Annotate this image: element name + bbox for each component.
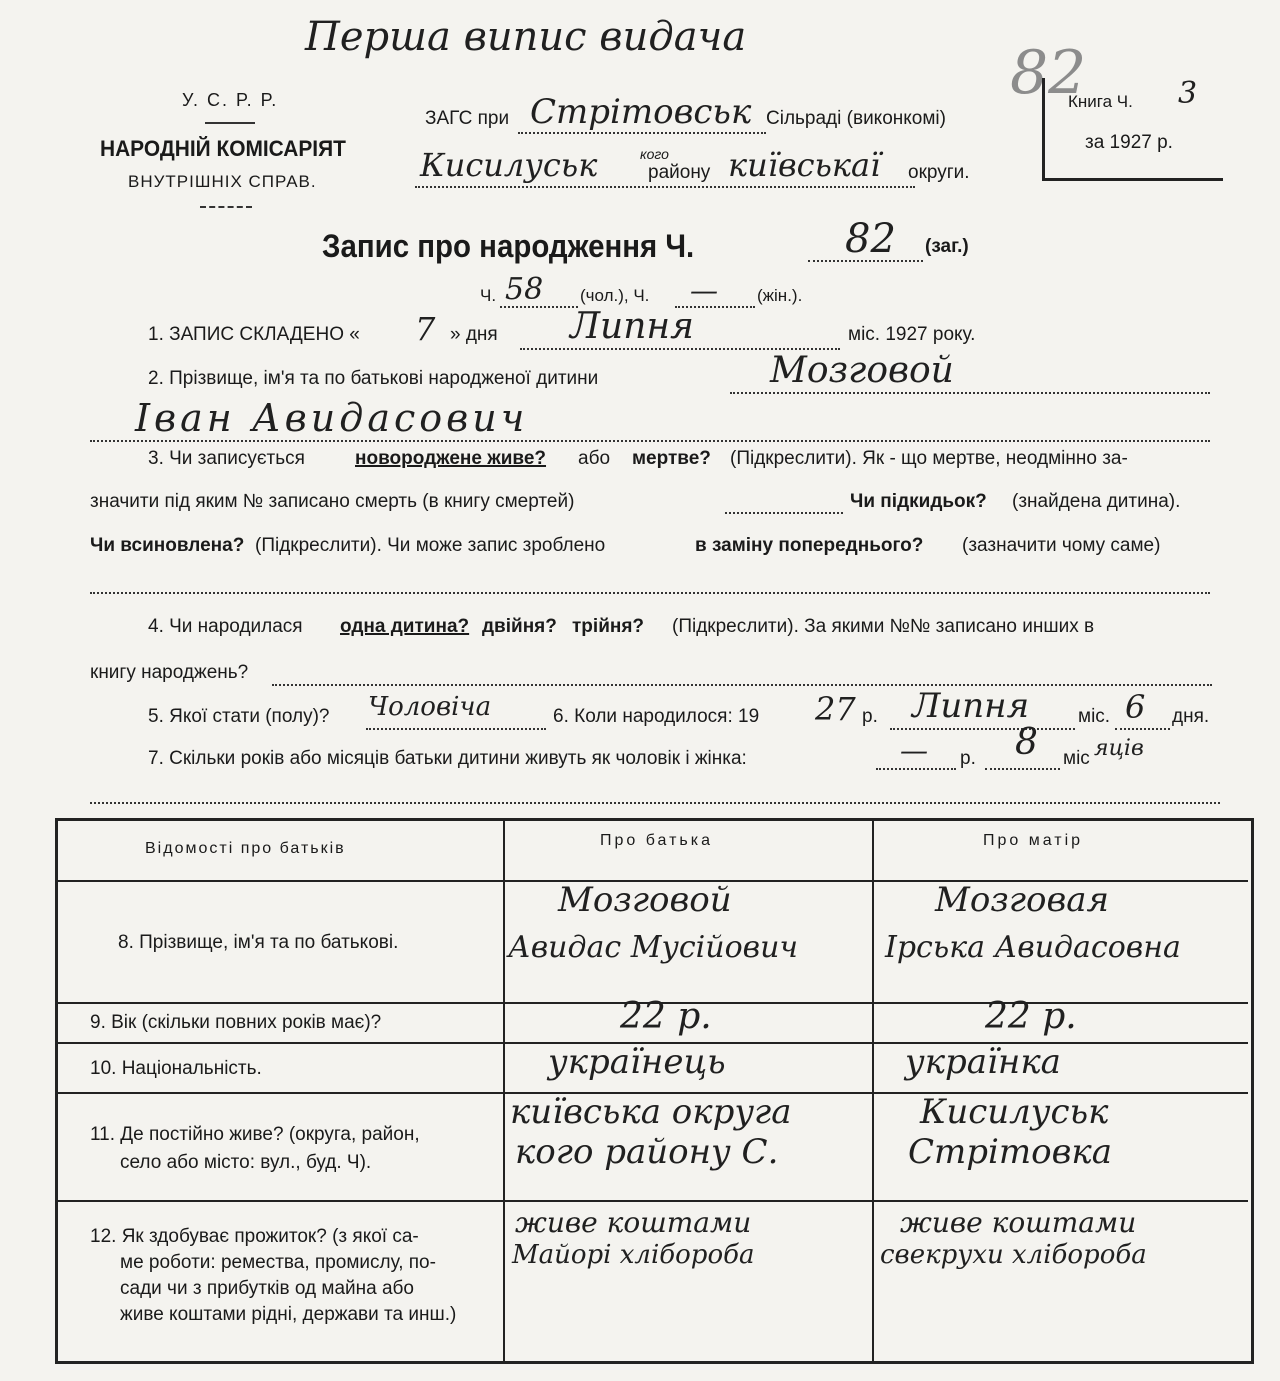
row12-label-3: сади чи з прибутків од майна або [120, 1278, 414, 1299]
item3-l2c: (знайдена дитина). [1012, 491, 1181, 512]
item7-mis-hw: яців [1094, 736, 1144, 761]
item5-text: 5. Якої стати (полу)? [148, 706, 330, 727]
table-header-father: Про батька [600, 832, 713, 849]
item3-dead: мертве? [632, 448, 711, 469]
item7-line [90, 802, 1220, 804]
zags-suffix: Сільраді (виконкомі) [766, 108, 946, 129]
header-commissariat: НАРОДНІЙ КОМІСАРІЯТ [100, 136, 346, 161]
row8-label: 8. Прізвище, ім'я та по батькові. [118, 932, 399, 953]
item6-month: Липня [912, 686, 1030, 726]
zags-prefix: ЗАГС при [425, 108, 510, 129]
item6-r: р. [862, 706, 878, 727]
item6-year: 27 [815, 690, 856, 728]
item3-adopted: Чи всиновлена? [90, 535, 245, 556]
handwritten-annotation: Перша випис видача [305, 14, 747, 60]
item6-text: 6. Коли народилося: 19 [553, 706, 760, 727]
item1-mid: » дня [450, 324, 498, 345]
zags-district: Кисилуськ [420, 146, 598, 184]
row11-label-1: 11. Де постійно живе? (округа, район, [90, 1124, 420, 1145]
father-livelihood-1: живе коштами [515, 1206, 752, 1239]
row12-label-2: ме роботи: ремества, промислу, по- [120, 1252, 436, 1273]
male-count: 58 [505, 272, 544, 307]
row12-label-1: 12. Як здобуває прожиток? (з якої са- [90, 1226, 419, 1247]
header-divider-2 [200, 206, 252, 208]
item5-sex: Чоловіча [368, 692, 492, 722]
header-divider-1 [205, 122, 255, 124]
zags-village-line [518, 132, 766, 134]
item3-death-no-line [725, 512, 843, 514]
item7-text: 7. Скільки років або місяців батьки дитини живуть як чоловік і жінка: [148, 748, 747, 769]
record-title: Запис про народження Ч. [322, 228, 695, 264]
table-row-divider-4 [58, 1200, 1248, 1202]
row10-label: 10. Національність. [90, 1058, 262, 1079]
row12-label-4: живе коштами рідні, держави та инш.) [120, 1304, 457, 1325]
item4-twins: двійня? [482, 616, 557, 637]
book-year: за 1927 р. [1085, 132, 1173, 153]
item1-month: Липня [570, 306, 694, 347]
item7-months: 8 [1015, 722, 1038, 763]
father-residence-1: київська округа [510, 1092, 792, 1132]
father-livelihood-2: Майорі хлібороба [512, 1240, 755, 1270]
item1-end: міс. 1927 року. [848, 324, 976, 345]
row11-label-2: село або місто: вул., буд. Ч). [120, 1152, 372, 1173]
child-name-line [90, 440, 1210, 442]
mother-residence-2: Стрітовка [908, 1132, 1112, 1172]
item2-text: 2. Прізвище, ім'я та по батькові народженої дитини [148, 368, 599, 389]
zags-district-line [415, 186, 915, 188]
item7-years-line [876, 768, 956, 770]
book-label: Книга Ч. [1068, 92, 1133, 111]
item3-l3d: (зазначити чому саме) [962, 535, 1161, 556]
male-count-line [500, 306, 578, 308]
table-header-mother: Про матір [983, 832, 1084, 849]
item3-l3b: (Підкреслити). Чи може запис зроблено [255, 535, 606, 556]
mother-name: Ірська Авидасовна [885, 930, 1181, 965]
item1-day: 7 [415, 310, 436, 348]
item3-reason-line [90, 592, 1210, 594]
father-age: 22 р. [620, 996, 712, 1037]
mother-livelihood-1: живе коштами [900, 1206, 1137, 1239]
item3-l1c: або [578, 448, 611, 469]
male-label: (чол.), Ч. [580, 286, 650, 305]
table-col-divider-1 [503, 818, 505, 1361]
item7-years: — [900, 734, 928, 767]
subtitle-prefix: Ч. [480, 286, 497, 305]
corner-record-number: 82 [1010, 38, 1087, 108]
mother-surname: Мозговая [935, 880, 1110, 920]
header-internal-affairs: ВНУТРІШНІХ СПРАВ. [128, 172, 317, 191]
zags-okruha: київськаї [728, 146, 881, 184]
item3-replacement: в заміну попереднього? [695, 535, 924, 556]
child-name: Іван Авидасович [135, 396, 529, 440]
record-number-line [808, 260, 923, 262]
record-number: 82 [845, 216, 896, 262]
item4-line [272, 684, 1212, 686]
item7-r: р. [960, 748, 976, 769]
table-col-divider-2 [872, 818, 874, 1361]
female-label: (жін.). [757, 286, 803, 305]
item4-l1e: (Підкреслити). За якими №№ записано инших в [672, 616, 1095, 637]
item6-dnya: дня. [1172, 706, 1210, 727]
item3-alive: новороджене живе? [355, 448, 547, 469]
father-residence-2: кого району С. [515, 1132, 779, 1172]
item3-l1e: (Підкреслити). Як - що мертве, неодмінно за- [730, 448, 1128, 469]
item3-l2a: значити під яким № записано смерть (в книгу смертей) [90, 491, 575, 512]
zags-okruha-label: округи. [908, 162, 970, 183]
mother-age: 22 р. [985, 996, 1077, 1037]
row9-label: 9. Вік (скільки повних років має)? [90, 1012, 382, 1033]
book-number: 3 [1178, 76, 1198, 111]
item7-mis: міс [1063, 748, 1090, 769]
mother-residence-1: Кисилуськ [920, 1092, 1109, 1132]
father-name: Авидас Мусійович [508, 930, 799, 965]
item6-day-line [1115, 728, 1170, 730]
father-nationality: українець [548, 1042, 726, 1082]
child-surname-line [730, 392, 1210, 394]
item1-text: 1. ЗАПИС СКЛАДЕНО « [148, 324, 360, 345]
record-title-suffix: (заг.) [925, 236, 969, 257]
child-surname: Мозговой [770, 350, 954, 391]
father-surname: Мозговой [558, 880, 732, 920]
header-ussr: У. С. Р. Р. [182, 90, 279, 110]
item6-day: 6 [1125, 688, 1146, 726]
item7-months-line [985, 768, 1060, 770]
item4-l2: книгу народжень? [90, 662, 249, 683]
zags-village: Стрітовськ [530, 92, 752, 132]
item6-month-line [890, 728, 1075, 730]
item3-l1a: 3. Чи записується [148, 448, 305, 469]
item4-single: одна дитина? [340, 616, 470, 637]
mother-livelihood-2: свекрухи хлібороба [880, 1240, 1147, 1270]
item6-mis: міс. [1078, 706, 1111, 727]
mother-nationality: українка [905, 1042, 1061, 1082]
zags-district-label: району [648, 162, 711, 183]
item3-foundling: Чи підкидьок? [850, 491, 987, 512]
female-count: — [690, 274, 718, 307]
item5-sex-line [366, 728, 546, 730]
table-header-info: Відомості про батьків [145, 840, 346, 857]
item4-triplets: трійня? [572, 616, 645, 637]
zags-district-sup: кого [640, 146, 669, 162]
item4-l1a: 4. Чи народилася [148, 616, 303, 637]
